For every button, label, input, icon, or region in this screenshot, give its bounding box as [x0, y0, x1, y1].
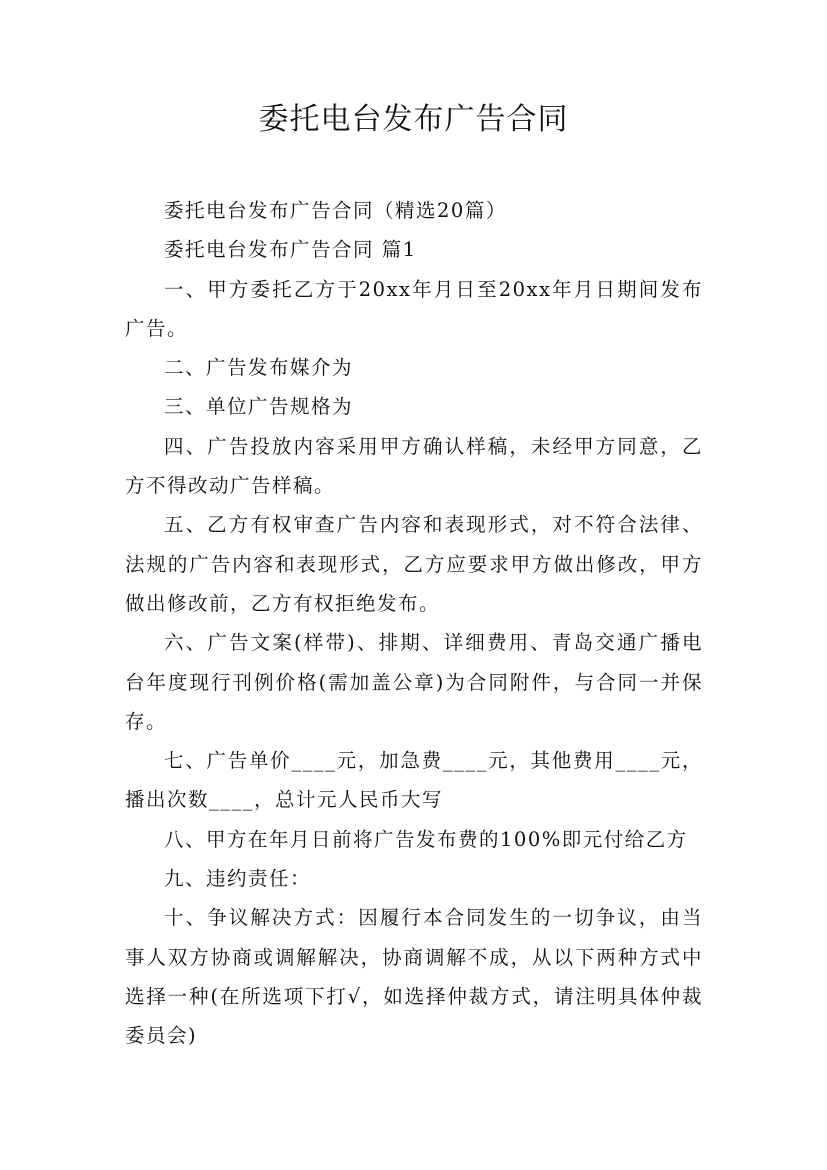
clause-7: 七、广告单价____元，加急费____元，其他费用____元，播出次数____，总计元人民币大写	[125, 749, 703, 812]
document-title: 委托电台发布广告合同	[258, 102, 569, 137]
clause-10: 十、争议解决方式：因履行本合同发生的一切争议，由当事人双方协商或调解解决，协商调解不成，从以下两种方式中选择一种(在所选项下打√，如选择仲裁方式，请注明具体仲裁委员会)	[125, 906, 703, 1048]
document-body	[125, 191, 703, 1056]
clause-4: 四、广告投放内容采用甲方确认样稿，未经甲方同意，乙方不得改动广告样稿。	[125, 434, 703, 498]
clause-5: 五、乙方有权审查广告内容和表现形式，对不符合法律、法规的广告内容和表现形式，乙方应要求甲方做出修改，甲方做出修改前，乙方有权拒绝发布。	[125, 513, 703, 615]
clause-3: 三、单位广告规格为	[164, 395, 354, 419]
clause-9: 九、违约责任：	[164, 867, 312, 891]
paragraph-section-heading: 委托电台发布广告合同 篇1	[164, 238, 417, 262]
clause-6: 六、广告文案(样带)、排期、详细费用、青岛交通广播电台年度现行刊例价格(需加盖公章)为合同附件，与合同一并保存。	[125, 631, 703, 733]
clause-1: 一、甲方委托乙方于20xx年月日至20xx年月日期间发布广告。	[125, 277, 703, 340]
paragraph-subtitle: 委托电台发布广告合同（精选20篇）	[164, 199, 507, 222]
clause-8: 八、甲方在年月日前将广告发布费的100%即元付给乙方	[164, 827, 688, 851]
clause-2: 二、广告发布媒介为	[164, 356, 354, 380]
